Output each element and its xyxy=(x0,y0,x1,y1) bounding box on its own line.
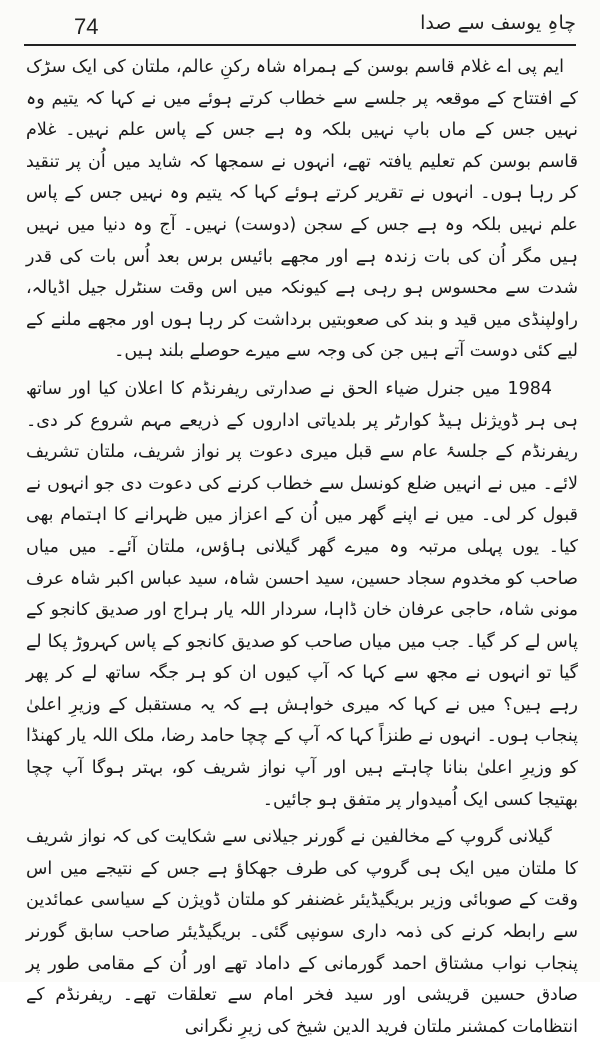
body-text xyxy=(26,52,578,1049)
page-number: 74 xyxy=(74,14,99,39)
paragraph-3: گیلانی گروپ کے مخالفین نے گورنر جیلانی سے شکایت کی کہ نواز شریف کا ملتان میں ایک ہی گروپ کی طرف جھکاؤ ہے جس کے نتیجے میں اس وقت کے صوبائی وزیر بریگیڈیئر غضنفر کو ملتان ڈویژن کے سیاسی عمائدین سے رابطہ کرنے کی ذمہ داری سونپی گئی۔ بریگیڈیئر صاحب سابق گورنر پنجاب نواب مشتاق احمد گورمانی کے داماد تھے اور اُن کے مقامی طور پر صادق حسین قریشی اور سید فخر امام سے تعلقات تھے۔ ریفرنڈم کے انتظامات کمشنر ملتان فرید الدین شیخ کی زیرِ نگرانی xyxy=(26,827,578,1037)
paragraph-2: 1984 میں جنرل ضیاء الحق نے صدارتی ریفرنڈم کا اعلان کیا اور ساتھ ہی ہر ڈویژنل ہیڈ کوارٹر پر بلدیاتی اداروں کے ذریعے مہم شروع کر دی۔ ریفرنڈم کے جلسۂ عام سے قبل میری دعوت پر نواز شریف، ملتان تشریف لائے۔ میں نے انہیں ضلع کونسل سے خطاب کرنے کی دعوت دی جو انہوں نے قبول کر لی۔ میں نے اپنے گھر میں اُن کے اعزاز میں ظہرانے کا اہتمام بھی کیا۔ یوں پہلی مرتبہ وہ میرے گھر گیلانی ہاؤس، ملتان آئے۔ میں میاں صاحب کو مخدوم سجاد حسین، سید احسن شاہ، سید عباس اکبر شاہ عرف مونی شاہ، حاجی عرفان خان ڈاہا، سردار اللہ یار ہراج اور صدیق کانجو کے پاس لے کر گیا۔ جب میں میاں صاحب کو صدیق کانجو کے پاس کہروڑ پکا لے گیا تو انہوں نے مجھ سے کہا کہ آپ کیوں ان کو ہر جگہ ساتھ لے کر پھر رہے ہیں؟ میں نے کہا کہ میری خواہش ہے کہ یہ مستقبل کے وزیرِ اعلیٰ پنجاب ہوں۔ انہوں نے طنزاً کہا کہ آپ کے چچا حامد رضا، ملک اللہ یار کھنڈا کو وزیرِ اعلیٰ بنانا چاہتے ہیں اور آپ نواز شریف کو، بہتر ہوگا آپ چچا بھتیجا کسی ایک اُمیدوار پر متفق ہو جائیں۔ xyxy=(26,378,578,810)
book-title: چاہِ یوسف سے صدا xyxy=(420,12,576,34)
header-divider xyxy=(24,44,576,46)
page-header xyxy=(24,8,576,46)
paragraph-1: ایم پی اے غلام قاسم بوسن کے ہمراہ شاہ رکنِ عالم، ملتان کی ایک سڑک کے افتتاح کے موقعہ پر جلسے سے خطاب کرتے ہوئے میں نے کہا کہ یتیم وہ نہیں جس کے ماں باپ نہیں بلکہ وہ ہے جس کے پاس علم نہیں۔ غلام قاسم بوسن کم تعلیم یافتہ تھے، انہوں نے سمجھا کہ شاید میں اُن پر تنقید کر رہا ہوں۔ انہوں نے تقریر کرتے ہوئے کہا کہ یتیم وہ نہیں جس کے پاس علم نہیں بلکہ وہ ہے جس کے سجن (دوست) نہیں۔ آج وہ دنیا میں نہیں ہیں مگر اُن کی بات زندہ ہے اور مجھے بائیس برس بعد اُس بات کی قدر شدت سے محسوس ہو رہی ہے کیونکہ میں اس وقت سنٹرل جیل اڈیالہ، راولپنڈی میں قید و بند کی صعوبتیں برداشت کر رہا ہوں اور مجھے ملنے کے لیے کئی دوست آتے ہیں جن کی وجہ سے میرے حوصلے بلند ہیں۔ xyxy=(26,57,578,362)
